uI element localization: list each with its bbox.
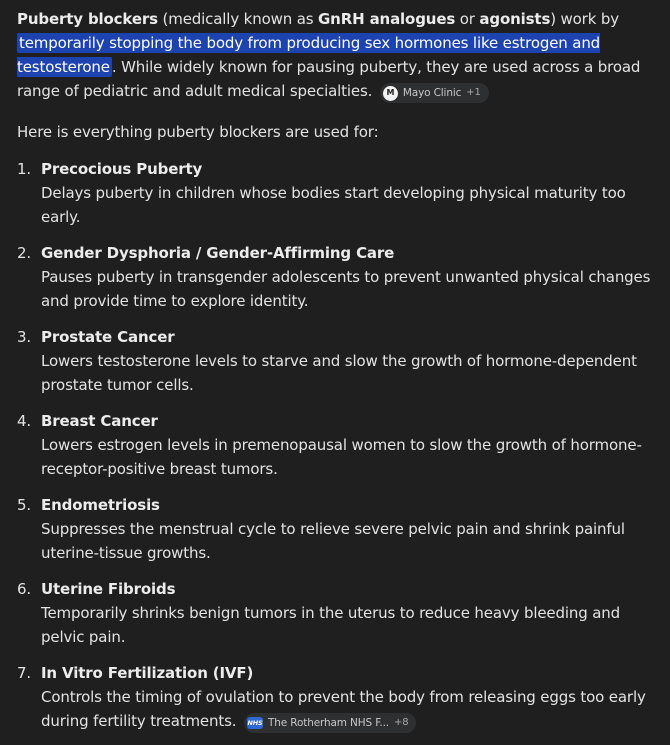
term-agonists: agonists <box>479 10 551 28</box>
list-item <box>17 157 667 229</box>
source-chip-mayo-clinic[interactable] <box>380 83 489 103</box>
item-number: 6. <box>17 580 32 598</box>
term-puberty-blockers: Puberty blockers <box>17 10 158 28</box>
term-gnrh-analogues: GnRH analogues <box>318 10 456 28</box>
item-description: Controls the timing of ovulation to prevent the body from releasing eggs too early during fertility treatments. <box>41 688 646 730</box>
response-content <box>17 7 667 730</box>
item-title: Endometriosis <box>41 496 160 514</box>
item-number: 4. <box>17 412 32 430</box>
highlighted-text[interactable]: temporarily stopping the body from producing sex hormones like estrogen and testosterone <box>17 34 601 76</box>
item-description: Temporarily shrinks benign tumors in the uterus to reduce heavy bleeding and pelvic pain. <box>41 604 621 646</box>
source-chip-rotherham-nhs[interactable] <box>244 713 416 733</box>
nhs-logo-icon: NHS <box>247 719 263 727</box>
intro-text-1: (medically known as <box>157 10 319 28</box>
list-item <box>17 409 667 481</box>
source-chip-label: The Rotherham NHS F... <box>268 717 389 729</box>
list-item <box>17 493 667 565</box>
intro-text-or: or <box>455 10 480 28</box>
intro-paragraph <box>17 7 667 103</box>
item-description: Delays puberty in children whose bodies start developing physical maturity too early. <box>41 184 626 226</box>
intro-text-2: ) work by <box>550 10 619 28</box>
item-description: Pauses puberty in transgender adolescents to prevent unwanted physical changes and provide time to explore identity. <box>41 268 651 310</box>
source-chip-label: Mayo Clinic <box>402 87 462 99</box>
mayo-clinic-logo-icon: M <box>383 86 398 101</box>
item-title: In Vitro Fertilization (IVF) <box>41 664 254 682</box>
item-number: 7. <box>17 664 32 682</box>
uses-list <box>17 157 667 745</box>
source-chip-extra: +8 <box>393 717 409 728</box>
item-description: Suppresses the menstrual cycle to relieve severe pelvic pain and shrink painful uterine-tissue growths. <box>41 520 625 562</box>
item-title: Gender Dysphoria / Gender-Affirming Care <box>41 244 395 262</box>
item-title: Uterine Fibroids <box>41 580 176 598</box>
item-title: Precocious Puberty <box>41 160 203 178</box>
item-number: 3. <box>17 328 32 346</box>
list-item <box>17 661 667 733</box>
item-description: Lowers testosterone levels to starve and slow the growth of hormone-dependent prostate tumor cells. <box>41 352 637 394</box>
item-number: 2. <box>17 244 32 262</box>
list-lead-text: Here is everything puberty blockers are used for: <box>17 123 379 141</box>
item-title: Breast Cancer <box>41 412 158 430</box>
item-number: 5. <box>17 496 32 514</box>
item-description: Lowers estrogen levels in premenopausal women to slow the growth of hormone-receptor-positive breast tumors. <box>41 436 642 478</box>
list-item <box>17 325 667 397</box>
intro-text-3: . While widely known for pausing puberty, they are used across a broad range of pediatric and adult medical specialties. <box>17 58 641 100</box>
item-title: Prostate Cancer <box>41 328 175 346</box>
list-item <box>17 241 667 313</box>
list-item <box>17 577 667 649</box>
source-chip-extra: +1 <box>466 87 481 98</box>
item-number: 1. <box>17 160 32 178</box>
